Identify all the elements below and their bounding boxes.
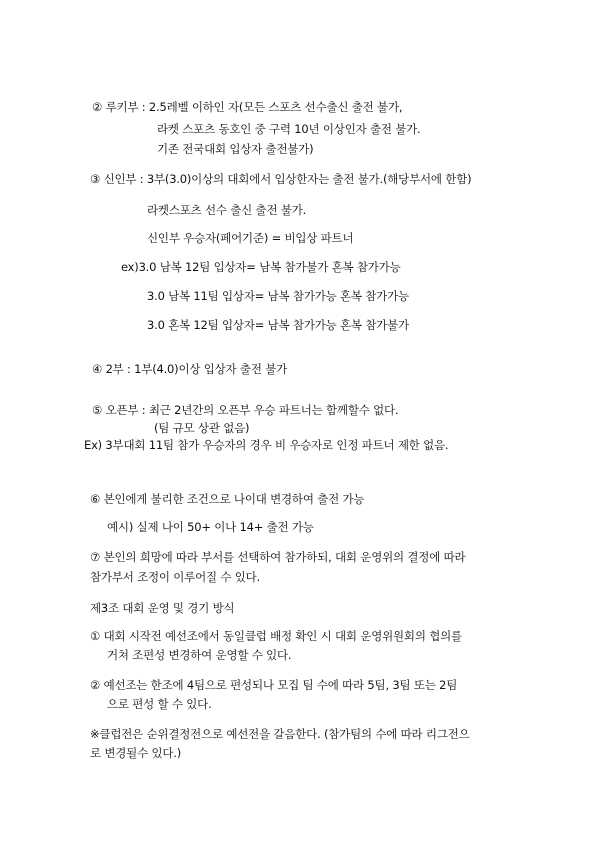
age-rule-example: 예시) 실제 나이 50+ 이나 14+ 출전 가능 <box>107 520 314 534</box>
newcomer-example-3: 3.0 혼복 12팀 입상자= 남복 참가가능 혼복 참가불가 <box>147 318 409 332</box>
open-division-example: Ex) 3부대회 11팀 참가 우승자의 경우 비 우승자로 인정 파트너 제한 없음. <box>84 438 449 452</box>
division-choice-line-1: ⑦ 본인의 희망에 따라 부서를 선택하여 참가하되, 대회 운영위의 결정에 따라 <box>90 550 466 564</box>
age-rule-line: ⑥ 본인에게 불리한 조건으로 나이대 변경하여 출전 가능 <box>90 492 365 506</box>
operation-rule-2-line-1: ② 예선조는 한조에 4팀으로 편성되나 모집 팀 수에 따라 5팀, 3팀 또는 2팀 <box>90 678 458 692</box>
rookie-division-line-2: 라켓 스포츠 동호인 중 구력 10년 이상인자 출전 불가. <box>157 122 421 136</box>
division-choice-line-2: 참가부서 조정이 이루어질 수 있다. <box>90 570 261 584</box>
rookie-division-line-3: 기존 전국대회 입상자 출전불가) <box>157 142 314 156</box>
division-2-line: ④ 2부 : 1부(4.0)이상 입상자 출전 불가 <box>92 362 288 376</box>
operation-rule-1-line-1: ① 대회 시작전 예선조에서 동일클럽 배정 확인 시 대회 운영위원회의 협의를 <box>90 629 462 643</box>
newcomer-division-line-1: ③ 신인부 : 3부(3.0)이상의 대회에서 입상한자는 출전 불가.(해당부서에 한함) <box>90 172 472 186</box>
club-match-note-line-1: ※클럽전은 순위결정전으로 예선전을 갈음한다. (참가팀의 수에 따라 리그전으 <box>90 727 470 741</box>
newcomer-division-line-2: 라켓스포츠 선수 출신 출전 불가. <box>147 203 307 217</box>
newcomer-division-line-3: 신인부 우승자(페어기준) = 비입상 파트너 <box>147 231 354 245</box>
operation-rule-2-line-2: 으로 편성 할 수 있다. <box>107 697 212 711</box>
open-division-line-2: (팀 규모 상관 없음) <box>154 421 250 435</box>
club-match-note-line-2: 로 변경될수 있다.) <box>90 746 182 760</box>
newcomer-example-1: ex)3.0 남복 12팀 입상자= 남복 참가불가 혼복 참가가능 <box>121 260 401 274</box>
operation-rule-1-line-2: 거쳐 조편성 변경하여 운영할 수 있다. <box>107 648 292 662</box>
newcomer-example-2: 3.0 남복 11팀 입상자= 남복 참가가능 혼복 참가가능 <box>147 289 409 303</box>
article-3-heading: 제3조 대회 운영 및 경기 방식 <box>90 601 235 615</box>
rookie-division-line-1: ② 루키부 : 2.5레벨 이하인 자(모든 스포츠 선수출신 출전 불가, <box>92 100 403 114</box>
open-division-line-1: ⑤ 오픈부 : 최근 2년간의 오픈부 우승 파트너는 함께할수 없다. <box>92 403 399 417</box>
